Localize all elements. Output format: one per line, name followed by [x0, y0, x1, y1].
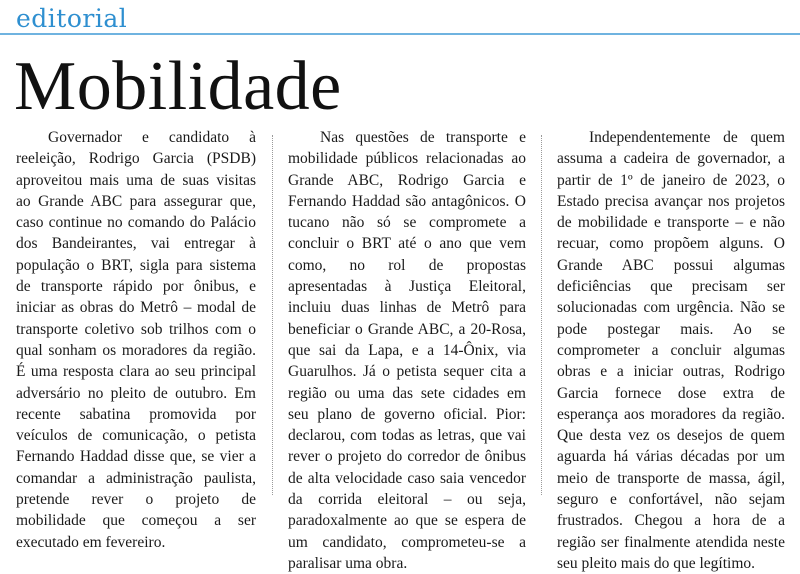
column-divider-2	[541, 135, 542, 495]
paragraph-2: Nas questões de transporte e mobilidade públicos relacionadas ao Grande ABC, Rodrigo Garcia e Fernando Haddad são antagônicos. O tucano não só se compromete a concluir o BRT até o ano que vem como, no rol de propostas apresentadas à Justiça Eleitoral, incluiu duas linhas de Metrô para beneficiar o Grande ABC, a 20-Rosa, que sai da Lapa, e a 14-Ônix, via Guarulhos. Já o petista sequer cita a região ou uma das sete cidades em seu plano de governo oficial. Pior: declarou, com todas as letras, que vai rever o projeto do corredor de ônibus de alta velocidade caso saia vencedor da corrida eleitoral – ou seja, paradoxalmente ao que se espera de um candidato, comprometeu-se a paralisar uma obra.	[288, 129, 526, 572]
article-column-3	[557, 127, 785, 572]
paragraph-3: Independentemente de quem assuma a cadeira de governador, a partir de 1º de janeiro de 2023, o Estado precisa avançar nos projetos de mobilidade e transporte – e não recuar, como propõem alguns. O Grande ABC possui algumas deficiências que precisam ser solucionadas com urgência. Não se pode postegar mais. Ao se comprometer a concluir algumas obras e a iniciar outras, Rodrigo Garcia fornece dose extra de esperança aos moradores da região. Que desta vez os desejos de quem aguarda há várias décadas por um meio de transporte de massa, ágil, seguro e confortável, não sejam frustrados. Chegou a hora de a região ser finalmente atendida neste seu pleito mais do que legítimo.	[557, 129, 785, 572]
paragraph-1: Governador e candidato à reeleição, Rodrigo Garcia (PSDB) aproveitou mais uma de suas visitas ao Grande ABC para assegurar que, caso continue no comando do Palácio dos Bandeirantes, vai entregar à população o BRT, sigla para sistema de transporte rápido por ônibus, e iniciar as obras do Metrô – modal de transporte coletivo sob trilhos com o qual sonham os moradores da região. É uma resposta clara ao seu principal adversário no pleito de outubro. Em recente sabatina promovida por veículos de comunicação, o petista Fernando Haddad disse que, se vier a comandar a administração paulista, pretende rever o projeto de mobilidade que começou a ser executado em fevereiro.	[16, 129, 256, 551]
column-divider-1	[272, 135, 273, 495]
section-kicker: editorial	[16, 4, 128, 33]
article-body	[0, 127, 800, 572]
page-title: Mobilidade	[14, 48, 342, 125]
article-column-2	[288, 127, 526, 572]
kicker-divider	[0, 33, 800, 35]
article-column-1	[16, 127, 256, 551]
